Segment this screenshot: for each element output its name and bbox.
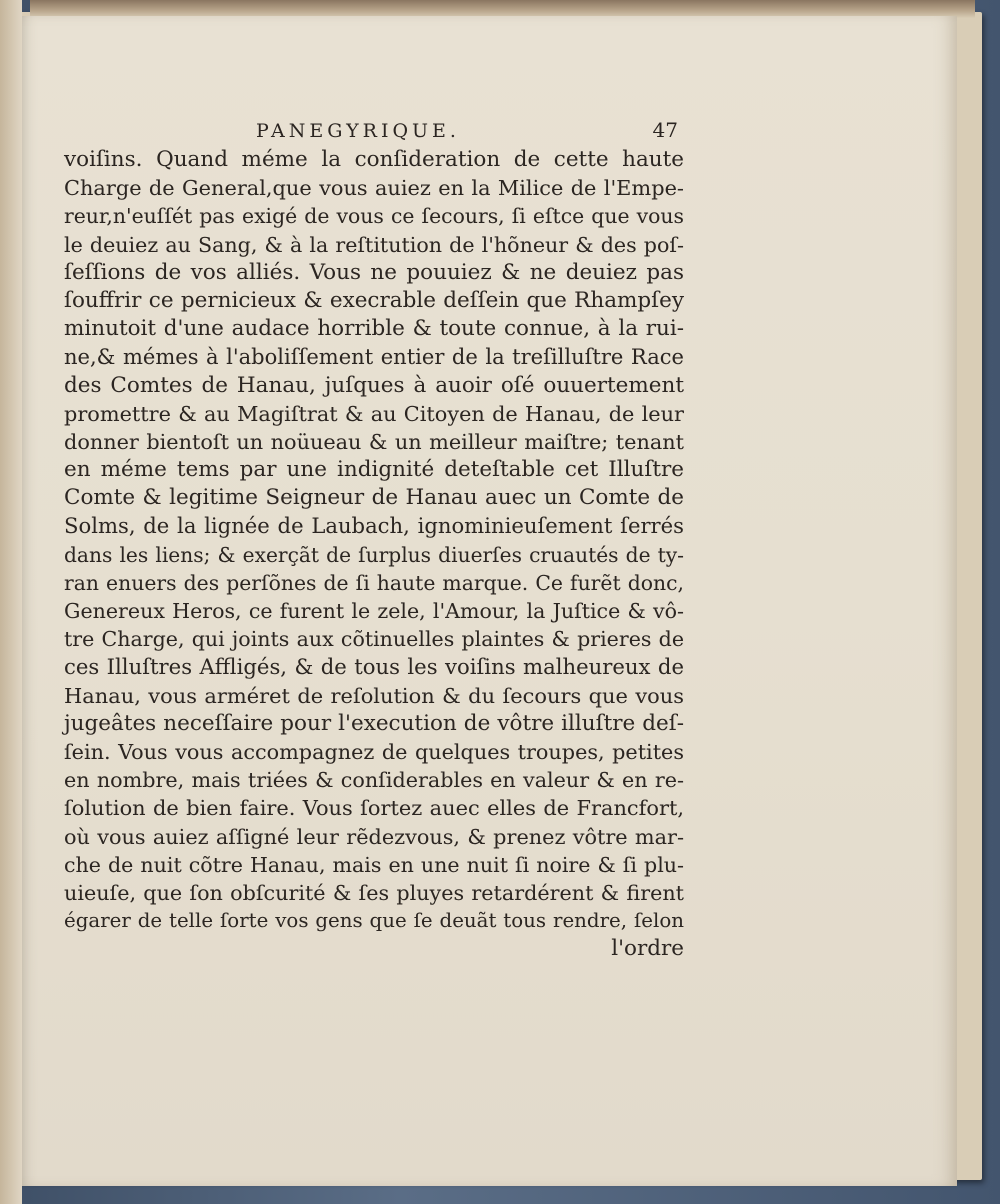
text-line: ces Illuſtres Affligés, & de tous les voiſins malheureux de xyxy=(64,654,684,680)
page-text-block xyxy=(64,116,684,963)
text-line: ſein. Vous vous accompagnez de quelques troupes, petites xyxy=(64,739,684,764)
running-title: PANEGYRIQUE. xyxy=(256,120,460,142)
text-line: des Comtes de Hanau, juſques à auoir oſé ouuertement xyxy=(64,372,684,398)
text-line: voiſins. Quand méme la conſideration de cette haute xyxy=(64,147,684,172)
text-line: donner bientoſt un noüueau & un meilleur maiſtre; tenant xyxy=(64,429,684,454)
text-line: Comte & legitime Seigneur de Hanau auec un Comte de xyxy=(64,485,684,511)
text-line: ſouffrir ce pernicieux & execrable deſſein que Rhampſey xyxy=(64,287,684,313)
text-line: ſeſſions de vos alliés. Vous ne pouuiez & ne deuiez pas xyxy=(64,259,684,285)
text-line: dans les liens; & exerçãt de ſurplus diuerſes cruautés de ty- xyxy=(64,542,684,567)
text-line: Charge de General,que vous auiez en la Milice de l'Empe- xyxy=(64,176,684,201)
text-line: Solms, de la lignée de Laubach, ignominieuſement ſerrés xyxy=(64,513,684,539)
text-line: en nombre, mais triées & conſiderables en valeur & en re- xyxy=(64,768,684,793)
text-line: Hanau, vous arméret de reſolution & du ſecours que vous xyxy=(64,683,684,708)
text-line: ran enuers des perſõnes de ſi haute marque. Ce furẽt donc, xyxy=(64,570,684,595)
text-line: promettre & au Magiſtrat & au Citoyen de Hanau, de leur xyxy=(64,401,684,426)
text-line: tre Charge, qui joints aux cõtinuelles plaintes & prieres de xyxy=(64,627,684,652)
catchword: l'ordre xyxy=(611,936,684,962)
body-text xyxy=(64,146,684,963)
text-line: Genereux Heros, ce furent le zele, l'Amour, la Juſtice & vô- xyxy=(64,599,684,623)
facing-page-edge xyxy=(0,0,22,1204)
text-line: reur,n'euſſét pas exigé de vous ce ſecours, ſi eſtce que vous xyxy=(64,204,684,229)
text-line: le deuiez au Sang, & à la reſtitution de l'hõneur & des poſ- xyxy=(64,232,684,257)
text-line: où vous auiez aſſigné leur rẽdezvous, & prenez vôtre mar- xyxy=(64,824,684,849)
text-line: jugeâtes neceſſaire pour l'execution de vôtre illuſtre deſ- xyxy=(64,710,684,736)
page-number: 47 xyxy=(652,118,678,142)
text-line: ne,& mémes à l'aboliſſement entier de la treſilluſtre Race xyxy=(64,344,684,370)
text-line: ſolution de bien faire. Vous ſortez auec elles de Francfort, xyxy=(64,796,684,821)
running-head xyxy=(64,116,684,146)
text-line: en méme tems par une indignité deteſtable cet Illuſtre xyxy=(64,457,684,483)
text-line: égarer de telle ſorte vos gens que ſe deuãt tous rendre, ſelon xyxy=(64,909,684,933)
text-line: uieuſe, que ſon obſcurité & ſes pluyes retardérent & firent xyxy=(64,880,684,905)
text-line: minutoit d'une audace horrible & toute connue, à la rui- xyxy=(64,316,684,342)
text-line: che de nuit cõtre Hanau, mais en une nuit ſi noire & ſi plu- xyxy=(64,852,684,877)
